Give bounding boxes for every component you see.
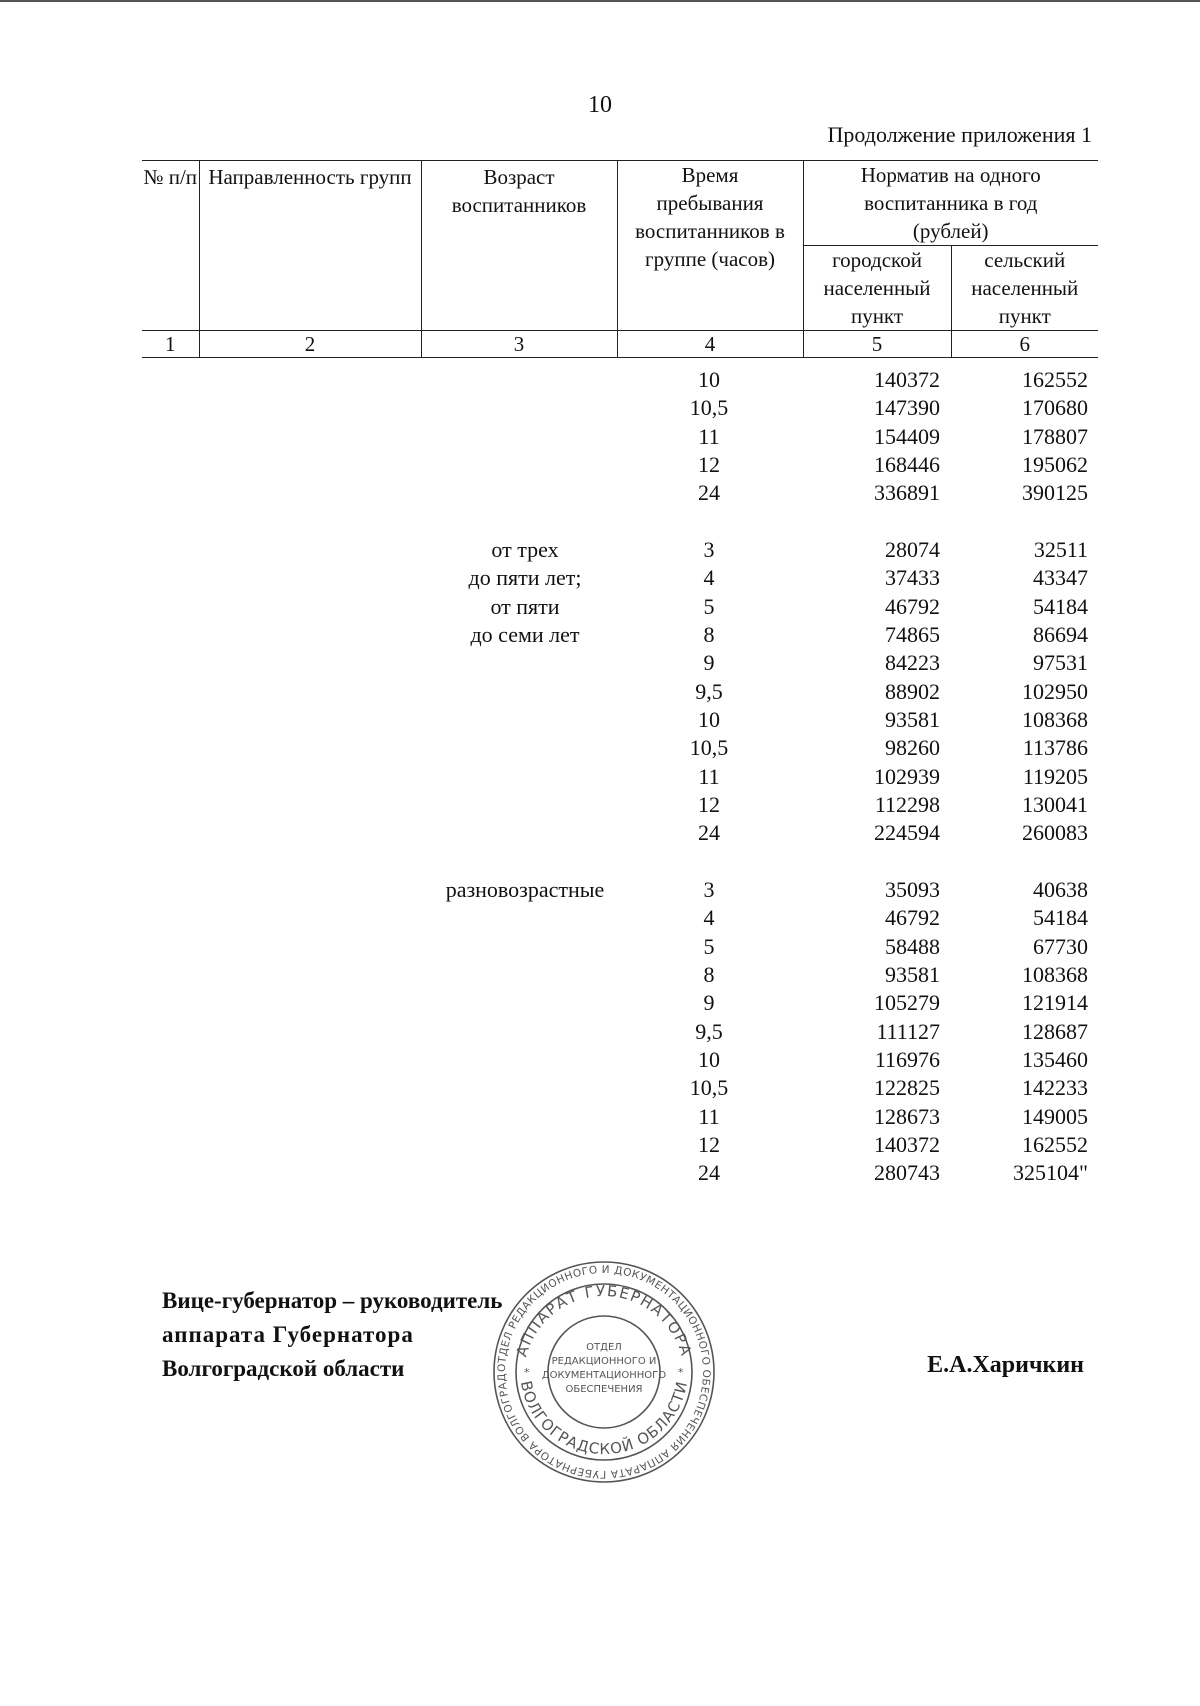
table-row [0, 1159, 1200, 1187]
seal-star-left: * [524, 1366, 530, 1379]
header-num: № п/п [142, 161, 199, 331]
age-label: разновозрастные [445, 876, 605, 902]
rural-norm: 325104" [1013, 1160, 1088, 1186]
seal-center-line-2: РЕДАКЦИОННОГО И [551, 1356, 657, 1367]
table-row [0, 451, 1200, 479]
rural-norm: 40638 [1033, 876, 1088, 902]
urban-norm: 35093 [885, 876, 940, 902]
urban-norm: 140372 [874, 367, 940, 392]
age-label: до пяти лет; [468, 565, 582, 591]
table-row [0, 621, 1200, 649]
stay-hours: 11 [698, 423, 720, 449]
stay-hours: 11 [698, 1103, 720, 1129]
rural-norm: 390125 [1022, 480, 1088, 506]
stay-hours: 11 [698, 763, 720, 789]
urban-norm: 154409 [874, 423, 940, 449]
table-row [0, 933, 1200, 961]
table-row [0, 423, 1200, 451]
urban-norm: 112298 [874, 791, 940, 817]
table-row [0, 904, 1200, 932]
table-row [0, 1103, 1200, 1131]
page-top-border [0, 0, 1200, 2]
group-spacer [0, 848, 1200, 876]
rural-norm: 86694 [1033, 621, 1088, 647]
stay-hours: 8 [703, 621, 715, 647]
urban-norm: 111127 [876, 1018, 940, 1044]
urban-norm: 74865 [885, 621, 940, 647]
table-row [0, 1046, 1200, 1074]
urban-norm: 98260 [885, 735, 940, 761]
urban-norm: 37433 [885, 565, 940, 591]
rural-norm: 130041 [1022, 791, 1088, 817]
urban-norm: 102939 [874, 763, 940, 789]
table-row [0, 678, 1200, 706]
col-number-5: 5 [803, 331, 951, 358]
urban-norm: 147390 [874, 395, 940, 421]
stay-hours: 24 [698, 480, 720, 506]
signature-title-line2: аппарата Губернатора [162, 1322, 414, 1347]
header-direction: Направленность групп [199, 161, 421, 331]
table-row [0, 536, 1200, 564]
seal-center-line-4: ОБЕСПЕЧЕНИЯ [565, 1384, 643, 1395]
stay-hours: 24 [698, 1160, 720, 1186]
stay-hours: 24 [698, 820, 720, 846]
table-row [0, 649, 1200, 677]
rural-norm: 97531 [1033, 650, 1088, 676]
table-row [0, 876, 1200, 904]
rural-norm: 149005 [1022, 1103, 1088, 1129]
seal-middle-top-text: АППАРАТ ГУБЕРНАТОРА [512, 1281, 696, 1359]
seal-center-line-3: ДОКУМЕНТАЦИОННОГО [541, 1370, 667, 1381]
urban-norm: 84223 [885, 650, 940, 676]
stay-hours: 12 [698, 791, 720, 817]
rural-norm: 67730 [1033, 933, 1088, 959]
rural-norm: 102950 [1022, 678, 1088, 704]
seal-center-line-1: ОТДЕЛ [586, 1342, 622, 1353]
rural-norm: 162552 [1022, 1131, 1088, 1157]
urban-norm: 105279 [874, 990, 940, 1016]
stay-hours: 12 [698, 1131, 720, 1157]
rural-norm: 113786 [1022, 735, 1088, 761]
signature-block [162, 1284, 502, 1386]
rural-norm: 170680 [1022, 395, 1088, 421]
urban-norm: 116976 [874, 1046, 940, 1072]
official-seal [490, 1258, 718, 1486]
rural-norm: 162552 [1022, 367, 1088, 392]
rural-norm: 195062 [1022, 451, 1088, 477]
rural-norm: 43347 [1033, 565, 1088, 591]
rural-norm: 119205 [1022, 763, 1088, 789]
urban-norm: 58488 [885, 933, 940, 959]
col-number-4: 4 [617, 331, 803, 358]
table-row [0, 564, 1200, 592]
urban-norm: 93581 [885, 706, 940, 732]
header-rural: сельский населенный пункт [951, 246, 1098, 331]
signature-title-line1: Вице-губернатор – руководитель [162, 1288, 503, 1313]
rural-norm: 260083 [1022, 820, 1088, 846]
table-row [0, 479, 1200, 507]
urban-norm: 140372 [874, 1131, 940, 1157]
signature-title-line3: Волгоградской области [162, 1356, 405, 1381]
seal-outer-text: ОТДЕЛ РЕДАКЦИОННОГО И ДОКУМЕНТАЦИОННОГО ОБЕСПЕЧЕНИЯ АППАРАТА ГУБЕРНАТОРА ВОЛГОГРАД [495, 1263, 713, 1481]
header-time: Время пребывания воспитанников в группе (часов) [617, 161, 803, 331]
stay-hours: 9,5 [695, 1018, 723, 1044]
official-seal-graphic [490, 1258, 718, 1486]
rural-norm: 128687 [1022, 1018, 1088, 1044]
age-label: до семи лет [470, 621, 580, 647]
table-row [0, 734, 1200, 762]
stay-hours: 12 [698, 451, 720, 477]
group-spacer [0, 508, 1200, 536]
table-row [0, 989, 1200, 1017]
stay-hours: 10 [698, 1046, 720, 1072]
col-number-3: 3 [421, 331, 617, 358]
col-number-6: 6 [951, 331, 1098, 358]
table-row [0, 593, 1200, 621]
table-row [0, 791, 1200, 819]
age-label: от трех [491, 536, 559, 562]
age-label: от пяти [490, 593, 560, 619]
page-number: 10 [588, 92, 612, 118]
urban-norm: 28074 [885, 536, 940, 562]
urban-norm: 224594 [874, 820, 940, 846]
stay-hours: 4 [703, 905, 715, 931]
stay-hours: 10,5 [689, 735, 729, 761]
stay-hours: 10 [698, 367, 720, 392]
urban-norm: 46792 [885, 905, 940, 931]
norms-table-body [0, 366, 1200, 1188]
stay-hours: 10,5 [689, 395, 729, 421]
stay-hours: 9 [703, 650, 715, 676]
rural-norm: 108368 [1022, 961, 1088, 987]
urban-norm: 122825 [874, 1075, 940, 1101]
header-age: Возраст воспитанников [421, 161, 617, 331]
rural-norm: 108368 [1022, 706, 1088, 732]
urban-norm: 46792 [885, 593, 940, 619]
seal-middle-bottom-text: ВОЛГОГРАДСКОЙ ОБЛАСТИ [516, 1379, 692, 1459]
stay-hours: 10,5 [689, 1075, 729, 1101]
norms-table-header [142, 160, 1098, 358]
stay-hours: 5 [703, 593, 715, 619]
table-row [0, 706, 1200, 734]
stay-hours: 4 [703, 565, 715, 591]
rural-norm: 178807 [1022, 423, 1088, 449]
seal-star-right: * [678, 1366, 684, 1379]
col-number-1: 1 [142, 331, 199, 358]
urban-norm: 93581 [885, 961, 940, 987]
rural-norm: 135460 [1022, 1046, 1088, 1072]
appendix-note: Продолжение приложения 1 [827, 122, 1092, 147]
header-norm: Норматив на одного воспитанника в год (рублей) [803, 161, 1098, 246]
urban-norm: 88902 [885, 678, 940, 704]
table-row [0, 1018, 1200, 1046]
table-row [0, 366, 1200, 394]
table-row [0, 819, 1200, 847]
table-row [0, 1131, 1200, 1159]
urban-norm: 128673 [874, 1103, 940, 1129]
urban-norm: 336891 [874, 480, 940, 506]
table-row [0, 1074, 1200, 1102]
stay-hours: 9 [703, 990, 715, 1016]
rural-norm: 54184 [1033, 905, 1088, 931]
urban-norm: 280743 [874, 1160, 940, 1186]
stay-hours: 5 [703, 933, 715, 959]
rural-norm: 32511 [1033, 536, 1088, 562]
rural-norm: 54184 [1033, 593, 1088, 619]
table-row [0, 961, 1200, 989]
stay-hours: 3 [703, 876, 715, 902]
stay-hours: 10 [698, 706, 720, 732]
table-row [0, 763, 1200, 791]
rural-norm: 142233 [1022, 1075, 1088, 1101]
stay-hours: 9,5 [695, 678, 723, 704]
col-number-2: 2 [199, 331, 421, 358]
header-city: городской населенный пункт [803, 246, 951, 331]
table-row [0, 394, 1200, 422]
stay-hours: 3 [703, 536, 715, 562]
urban-norm: 168446 [874, 451, 940, 477]
stay-hours: 8 [703, 961, 715, 987]
rural-norm: 121914 [1022, 990, 1088, 1016]
signatory-name: Е.А.Харичкин [927, 1352, 1084, 1378]
